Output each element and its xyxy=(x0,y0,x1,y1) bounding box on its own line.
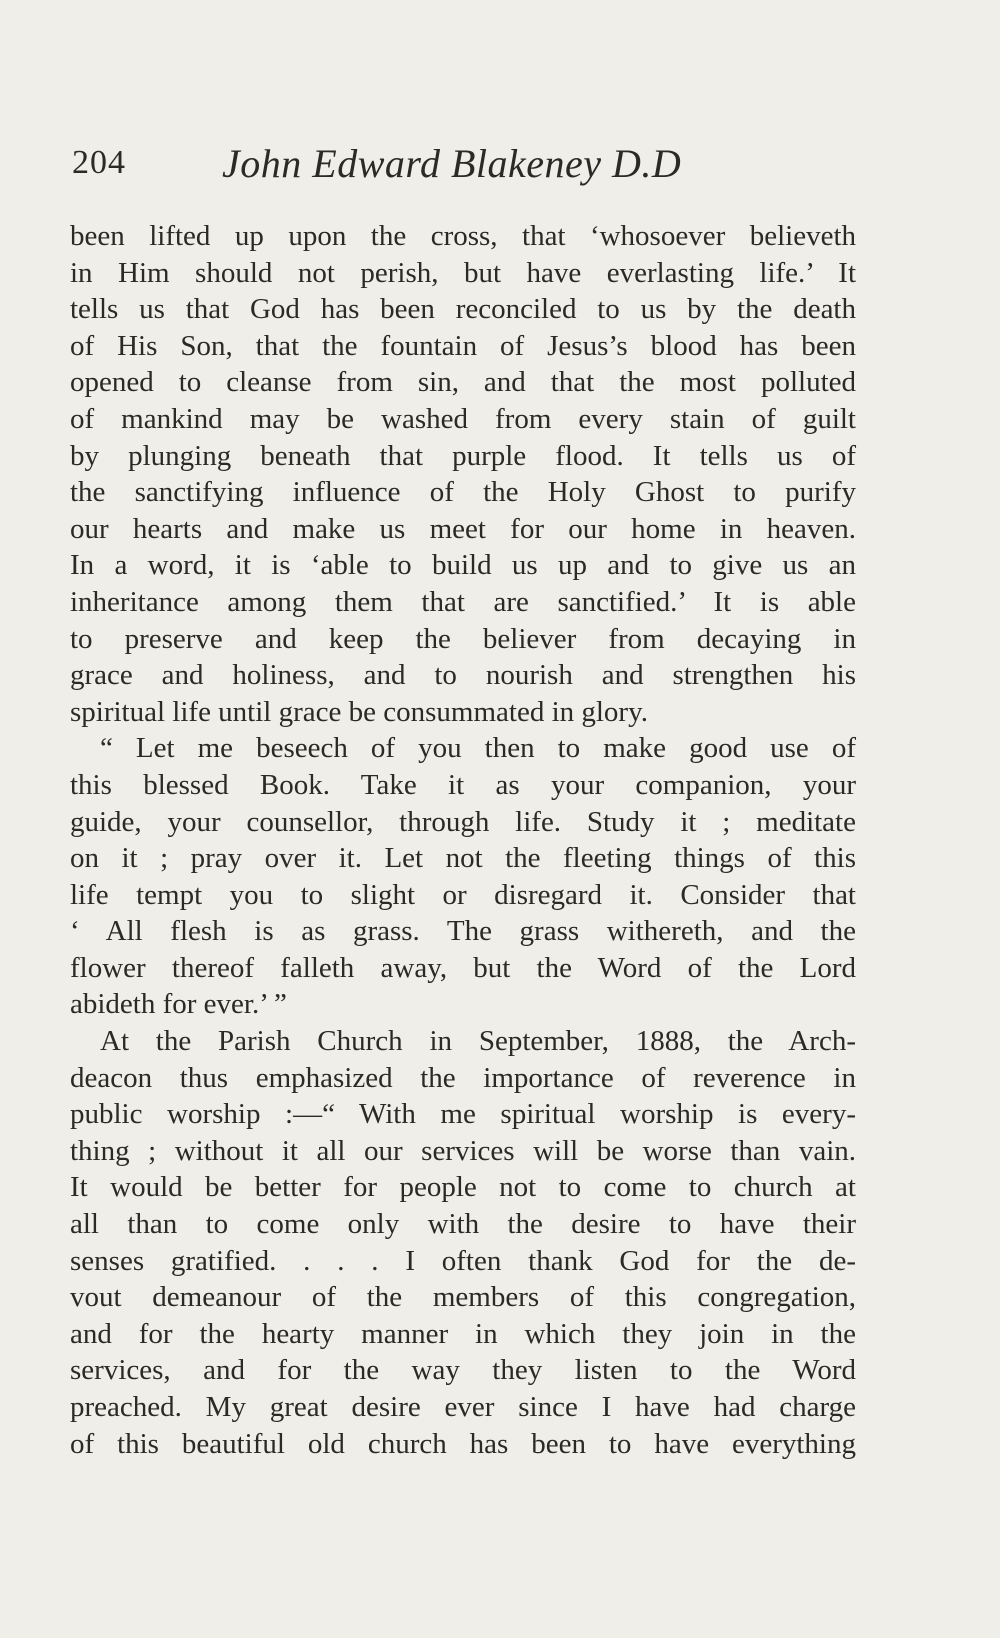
text-line: of this beautiful old church has been to have everything xyxy=(70,1427,856,1460)
text-line: senses gratified. . . . I often thank God for the de- xyxy=(70,1244,856,1277)
text-line: of His Son, that the fountain of Jesus’s blood has been xyxy=(70,329,856,362)
page-header xyxy=(72,140,932,200)
page-number: 204 xyxy=(72,144,126,181)
text-line: tells us that God has been reconciled to us by the death xyxy=(70,293,856,326)
text-line: thing ; without it all our services will be worse than vain. xyxy=(70,1134,856,1167)
text-line: life tempt you to slight or disregard it. Consider that xyxy=(70,878,856,911)
text-line: by plunging beneath that purple flood. It tells us of xyxy=(70,439,856,472)
text-line: our hearts and make us meet for our home in heaven. xyxy=(70,512,856,545)
body-text xyxy=(70,218,856,1462)
text-line: ‘ All flesh is as grass. The grass withereth, and the xyxy=(70,915,856,948)
text-line: on it ; pray over it. Let not the fleeting things of this xyxy=(70,842,856,875)
text-line: abideth for ever.’ ” xyxy=(70,988,287,1021)
text-line: services, and for the way they listen to the Word xyxy=(70,1354,856,1387)
text-line: deacon thus emphasized the importance of reverence in xyxy=(70,1061,856,1094)
text-line: flower thereof falleth away, but the Word of the Lord xyxy=(70,951,856,984)
text-line: At the Parish Church in September, 1888, the Arch- xyxy=(100,1025,856,1058)
text-line: and for the hearty manner in which they join in the xyxy=(70,1317,856,1350)
text-line: of mankind may be washed from every stain of guilt xyxy=(70,402,856,435)
text-line: to preserve and keep the believer from decaying in xyxy=(70,622,856,655)
text-line: vout demeanour of the members of this congregation, xyxy=(70,1281,856,1314)
text-line: the sanctifying influence of the Holy Ghost to purify xyxy=(70,476,856,509)
text-line: opened to cleanse from sin, and that the most polluted xyxy=(70,366,856,399)
text-line: this blessed Book. Take it as your companion, your xyxy=(70,768,856,801)
text-line: in Him should not perish, but have everlasting life.’ It xyxy=(70,256,856,289)
running-head: John Edward Blakeney D.D xyxy=(222,141,682,186)
text-line: inheritance among them that are sanctified.’ It is able xyxy=(70,585,856,618)
text-line: grace and holiness, and to nourish and strengthen his xyxy=(70,659,856,692)
text-line: It would be better for people not to come to church at xyxy=(70,1171,856,1204)
text-line: public worship :—“ With me spiritual worship is every- xyxy=(70,1098,856,1131)
text-line: In a word, it is ‘able to build us up and to give us an xyxy=(70,549,856,582)
text-line: all than to come only with the desire to have their xyxy=(70,1208,856,1241)
text-line: preached. My great desire ever since I have had charge xyxy=(70,1391,856,1423)
text-line: “ Let me beseech of you then to make good use of xyxy=(100,732,856,765)
text-line: been lifted up upon the cross, that ‘whosoever believeth xyxy=(70,220,856,252)
text-line: spiritual life until grace be consummated in glory. xyxy=(70,695,648,728)
text-line: guide, your counsellor, through life. Study it ; meditate xyxy=(70,805,856,838)
